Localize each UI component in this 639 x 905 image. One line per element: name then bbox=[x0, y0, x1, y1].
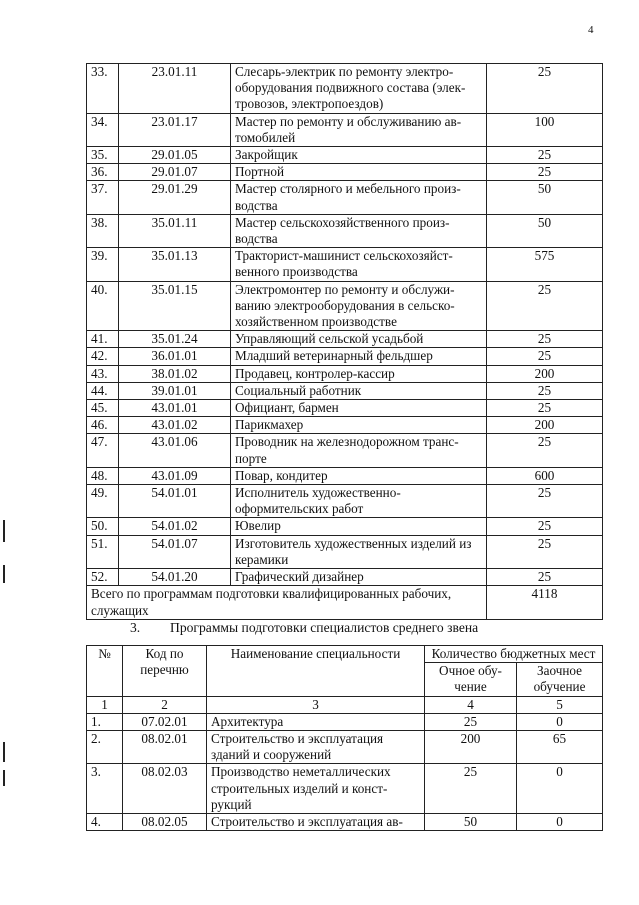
row-number: 47. bbox=[87, 434, 119, 467]
row-code: 08.02.05 bbox=[123, 814, 207, 831]
table-row bbox=[87, 365, 603, 382]
table-row bbox=[87, 248, 603, 281]
row-profession: Тракторист-машинист сельскохозяйст-венного производства bbox=[231, 248, 487, 281]
row-specialty: Архитектура bbox=[207, 713, 425, 730]
row-number: 44. bbox=[87, 382, 119, 399]
row-code: 08.02.03 bbox=[123, 764, 207, 814]
row-fulltime: 25 bbox=[425, 764, 517, 814]
row-count: 25 bbox=[487, 569, 603, 586]
row-profession: Парикмахер bbox=[231, 417, 487, 434]
row-number: 45. bbox=[87, 400, 119, 417]
table-row bbox=[87, 400, 603, 417]
row-code: 35.01.24 bbox=[119, 331, 231, 348]
row-code: 29.01.29 bbox=[119, 181, 231, 214]
row-count: 200 bbox=[487, 417, 603, 434]
header-row bbox=[87, 646, 603, 663]
row-count: 25 bbox=[487, 382, 603, 399]
row-code: 43.01.02 bbox=[119, 417, 231, 434]
row-number: 2. bbox=[87, 731, 123, 764]
table-row bbox=[87, 331, 603, 348]
row-specialty: Производство неметаллических строительных изделий и конст-рукций bbox=[207, 764, 425, 814]
section-heading bbox=[130, 620, 478, 636]
row-profession: Слесарь-электрик по ремонту электро-оборудования подвижного состава (элек-тровозов, электропоездов) bbox=[231, 64, 487, 114]
row-number: 46. bbox=[87, 417, 119, 434]
row-parttime: 0 bbox=[517, 814, 603, 831]
row-code: 35.01.13 bbox=[119, 248, 231, 281]
row-number: 52. bbox=[87, 569, 119, 586]
row-code: 54.01.01 bbox=[119, 485, 231, 518]
row-profession: Младший ветеринарный фельдшер bbox=[231, 348, 487, 365]
row-code: 08.02.01 bbox=[123, 731, 207, 764]
row-number: 35. bbox=[87, 147, 119, 164]
mid-level-specialists-table bbox=[86, 645, 603, 831]
row-number: 38. bbox=[87, 214, 119, 247]
row-profession: Проводник на железнодорожном транс-порте bbox=[231, 434, 487, 467]
row-number: 50. bbox=[87, 518, 119, 535]
row-parttime: 0 bbox=[517, 764, 603, 814]
row-profession: Продавец, контролер-кассир bbox=[231, 365, 487, 382]
index-cell: 2 bbox=[123, 696, 207, 713]
section-number: 3. bbox=[130, 620, 141, 635]
row-profession: Графический дизайнер bbox=[231, 569, 487, 586]
table-row bbox=[87, 382, 603, 399]
row-profession: Исполнитель художественно-оформительских работ bbox=[231, 485, 487, 518]
table-row bbox=[87, 569, 603, 586]
index-cell: 5 bbox=[517, 696, 603, 713]
total-value: 4118 bbox=[487, 586, 603, 619]
total-row bbox=[87, 586, 603, 619]
binding-margin-mark bbox=[3, 565, 5, 583]
table-row bbox=[87, 731, 603, 764]
row-code: 23.01.11 bbox=[119, 64, 231, 114]
row-profession: Повар, кондитер bbox=[231, 467, 487, 484]
row-parttime: 0 bbox=[517, 713, 603, 730]
row-number: 41. bbox=[87, 331, 119, 348]
row-code: 07.02.01 bbox=[123, 713, 207, 730]
row-number: 39. bbox=[87, 248, 119, 281]
table-row bbox=[87, 467, 603, 484]
row-count: 25 bbox=[487, 147, 603, 164]
row-count: 25 bbox=[487, 434, 603, 467]
row-count: 575 bbox=[487, 248, 603, 281]
row-profession: Управляющий сельской усадьбой bbox=[231, 331, 487, 348]
row-code: 38.01.02 bbox=[119, 365, 231, 382]
row-parttime: 65 bbox=[517, 731, 603, 764]
index-row bbox=[87, 696, 603, 713]
row-number: 49. bbox=[87, 485, 119, 518]
row-code: 35.01.11 bbox=[119, 214, 231, 247]
row-count: 25 bbox=[487, 64, 603, 114]
table-row bbox=[87, 417, 603, 434]
section-title: Программы подготовки специалистов среднего звена bbox=[170, 620, 479, 635]
table-row bbox=[87, 147, 603, 164]
table-row bbox=[87, 434, 603, 467]
index-cell: 3 bbox=[207, 696, 425, 713]
table-row bbox=[87, 764, 603, 814]
binding-margin-mark bbox=[3, 742, 5, 762]
row-profession: Электромонтер по ремонту и обслужи-ванию электрооборудования в сельско-хозяйственном производстве bbox=[231, 281, 487, 331]
row-count: 25 bbox=[487, 164, 603, 181]
table-row bbox=[87, 348, 603, 365]
header-num: № bbox=[87, 646, 123, 697]
row-fulltime: 200 bbox=[425, 731, 517, 764]
row-profession: Мастер сельскохозяйственного произ-водства bbox=[231, 214, 487, 247]
row-code: 43.01.09 bbox=[119, 467, 231, 484]
row-count: 25 bbox=[487, 400, 603, 417]
row-code: 54.01.20 bbox=[119, 569, 231, 586]
row-number: 42. bbox=[87, 348, 119, 365]
row-number: 43. bbox=[87, 365, 119, 382]
table-row bbox=[87, 814, 603, 831]
row-profession: Портной bbox=[231, 164, 487, 181]
table-row bbox=[87, 164, 603, 181]
row-profession: Мастер столярного и мебельного произ-водства bbox=[231, 181, 487, 214]
row-profession: Социальный работник bbox=[231, 382, 487, 399]
binding-margin-mark bbox=[3, 520, 5, 542]
row-profession: Закройщик bbox=[231, 147, 487, 164]
header-count-group: Количество бюджетных мест bbox=[425, 646, 603, 663]
row-number: 48. bbox=[87, 467, 119, 484]
header-fulltime: Очное обу-чение bbox=[425, 663, 517, 696]
table-row bbox=[87, 113, 603, 146]
row-code: 39.01.01 bbox=[119, 382, 231, 399]
table-row bbox=[87, 535, 603, 568]
row-count: 25 bbox=[487, 535, 603, 568]
qualified-workers-table bbox=[86, 63, 603, 620]
row-fulltime: 50 bbox=[425, 814, 517, 831]
row-code: 54.01.07 bbox=[119, 535, 231, 568]
row-count: 25 bbox=[487, 485, 603, 518]
row-count: 50 bbox=[487, 214, 603, 247]
table-row bbox=[87, 281, 603, 331]
row-count: 25 bbox=[487, 331, 603, 348]
table-row bbox=[87, 713, 603, 730]
row-code: 54.01.02 bbox=[119, 518, 231, 535]
row-specialty: Строительство и эксплуатация ав- bbox=[207, 814, 425, 831]
row-number: 40. bbox=[87, 281, 119, 331]
row-code: 43.01.06 bbox=[119, 434, 231, 467]
index-cell: 1 bbox=[87, 696, 123, 713]
row-code: 43.01.01 bbox=[119, 400, 231, 417]
total-label: Всего по программам подготовки квалифицированных рабочих, служащих bbox=[87, 586, 487, 619]
row-count: 25 bbox=[487, 518, 603, 535]
row-count: 25 bbox=[487, 348, 603, 365]
row-count: 100 bbox=[487, 113, 603, 146]
table-row bbox=[87, 64, 603, 114]
table-row bbox=[87, 214, 603, 247]
header-code: Код по перечню bbox=[123, 646, 207, 697]
row-code: 23.01.17 bbox=[119, 113, 231, 146]
row-number: 36. bbox=[87, 164, 119, 181]
row-number: 1. bbox=[87, 713, 123, 730]
row-profession: Ювелир bbox=[231, 518, 487, 535]
row-code: 29.01.07 bbox=[119, 164, 231, 181]
row-number: 37. bbox=[87, 181, 119, 214]
row-profession: Изготовитель художественных изделий из керамики bbox=[231, 535, 487, 568]
header-name: Наименование специальности bbox=[207, 646, 425, 697]
row-profession: Мастер по ремонту и обслуживанию ав-томобилей bbox=[231, 113, 487, 146]
row-number: 3. bbox=[87, 764, 123, 814]
row-code: 35.01.15 bbox=[119, 281, 231, 331]
row-number: 34. bbox=[87, 113, 119, 146]
index-cell: 4 bbox=[425, 696, 517, 713]
table-row bbox=[87, 518, 603, 535]
row-count: 600 bbox=[487, 467, 603, 484]
row-count: 25 bbox=[487, 281, 603, 331]
table-row bbox=[87, 181, 603, 214]
table-row bbox=[87, 485, 603, 518]
page-number: 4 bbox=[588, 24, 594, 36]
row-count: 200 bbox=[487, 365, 603, 382]
row-number: 33. bbox=[87, 64, 119, 114]
row-specialty: Строительство и эксплуатация зданий и сооружений bbox=[207, 731, 425, 764]
row-code: 29.01.05 bbox=[119, 147, 231, 164]
row-profession: Официант, бармен bbox=[231, 400, 487, 417]
row-code: 36.01.01 bbox=[119, 348, 231, 365]
row-count: 50 bbox=[487, 181, 603, 214]
row-number: 4. bbox=[87, 814, 123, 831]
binding-margin-mark bbox=[3, 770, 5, 786]
header-parttime: Заочное обучение bbox=[517, 663, 603, 696]
row-fulltime: 25 bbox=[425, 713, 517, 730]
row-number: 51. bbox=[87, 535, 119, 568]
